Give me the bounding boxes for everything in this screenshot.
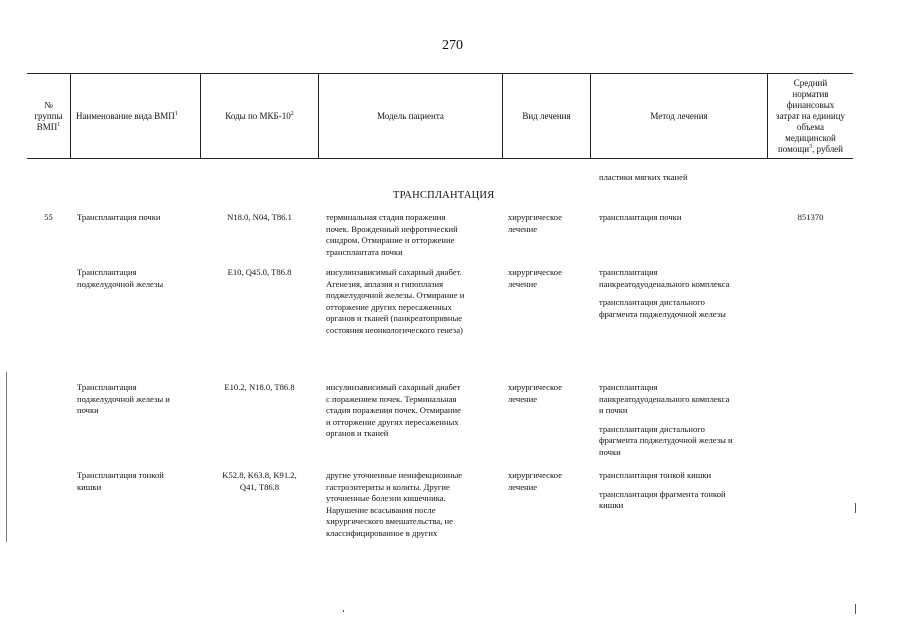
vmp-name: Трансплантация поджелудочной железы bbox=[77, 267, 164, 289]
treatment-type: хирургическое лечение bbox=[508, 382, 562, 404]
header-average-cost: Средний норматив финансовых затрат на единицу объема медицинской помощи$^3$, рублей bbox=[775, 77, 846, 154]
vmp-name: Трансплантация поджелудочной железы и почки bbox=[77, 382, 170, 416]
vmp-name: Трансплантация тонкой кишки bbox=[77, 470, 164, 492]
icd-codes: K52.8, K63.8, K91.2, Q41, T86.8 bbox=[222, 470, 297, 492]
treatment-method: трансплантация панкреатодуоденального комплекса трансплантация дистального фрагмента поджелудочной железы bbox=[599, 267, 730, 319]
header-bottom-border bbox=[27, 158, 853, 159]
header-group-number: № группы ВМП$^1$ bbox=[34, 99, 63, 132]
column-divider bbox=[70, 73, 71, 159]
scan-speck bbox=[855, 604, 856, 614]
page-number: 270 bbox=[442, 38, 463, 53]
header-treatment-method: Метод лечения bbox=[650, 110, 708, 121]
patient-model: другие уточненные неинфекционные гастроэнтериты и колиты. Другие уточненные болезни кишечника. Нарушение всасывания после хирургического вмешательства, не классифицированное в других bbox=[326, 470, 463, 538]
patient-model: инсулинзависимый сахарный диабет с поражением почек. Терминальная стадия поражения почек. Отмирание и отторжение других пересаженных органов и тканей bbox=[326, 382, 461, 439]
carryover-text: пластики мягких тканей bbox=[599, 172, 688, 182]
average-cost: 851370 bbox=[797, 212, 824, 222]
icd-codes: E10, Q45.0, T86.8 bbox=[227, 267, 292, 277]
treatment-type: хирургическое лечение bbox=[508, 267, 562, 289]
treatment-type: хирургическое лечение bbox=[508, 470, 562, 492]
icd-codes: N18.0, N04, T86.1 bbox=[227, 212, 292, 222]
header-treatment-type: Вид лечения bbox=[522, 110, 571, 121]
patient-model: инсулинзависимый сахарный диабет. Агенезия, аплазия и гипоплазия поджелудочной железы. Отмирание и отторжение других пересаженных органов и тканей (панкреатопривные состояния неонкологического генеза) bbox=[326, 267, 465, 335]
scan-edge-line bbox=[6, 372, 7, 542]
header-vmp-name: Наименование вида ВМП$^1$ bbox=[76, 110, 178, 121]
header-patient-model: Модель пациента bbox=[377, 110, 444, 121]
header-icd-codes: Коды по МКБ-$10^2$ bbox=[225, 110, 294, 121]
treatment-method: трансплантация почки bbox=[599, 212, 682, 222]
scan-speck bbox=[855, 503, 856, 513]
vmp-name: Трансплантация почки bbox=[77, 212, 161, 222]
patient-model: терминальная стадия поражения почек. Врожденный нефротический синдром. Отмирание и отторжение трансплантата почки bbox=[326, 212, 458, 257]
treatment-method: трансплантация панкреатодуоденального комплекса и почки трансплантация дистального фрагмента поджелудочной железы и почки bbox=[599, 382, 733, 457]
scan-speck bbox=[343, 610, 344, 612]
treatment-method: трансплантация тонкой кишки трансплантация фрагмента тонкой кишки bbox=[599, 470, 726, 511]
treatment-type: хирургическое лечение bbox=[508, 212, 562, 234]
group-number: 55 bbox=[44, 212, 53, 222]
section-title: ТРАНСПЛАНТАЦИЯ bbox=[393, 190, 495, 201]
icd-codes: E10.2, N18.0, T86.8 bbox=[224, 382, 295, 392]
